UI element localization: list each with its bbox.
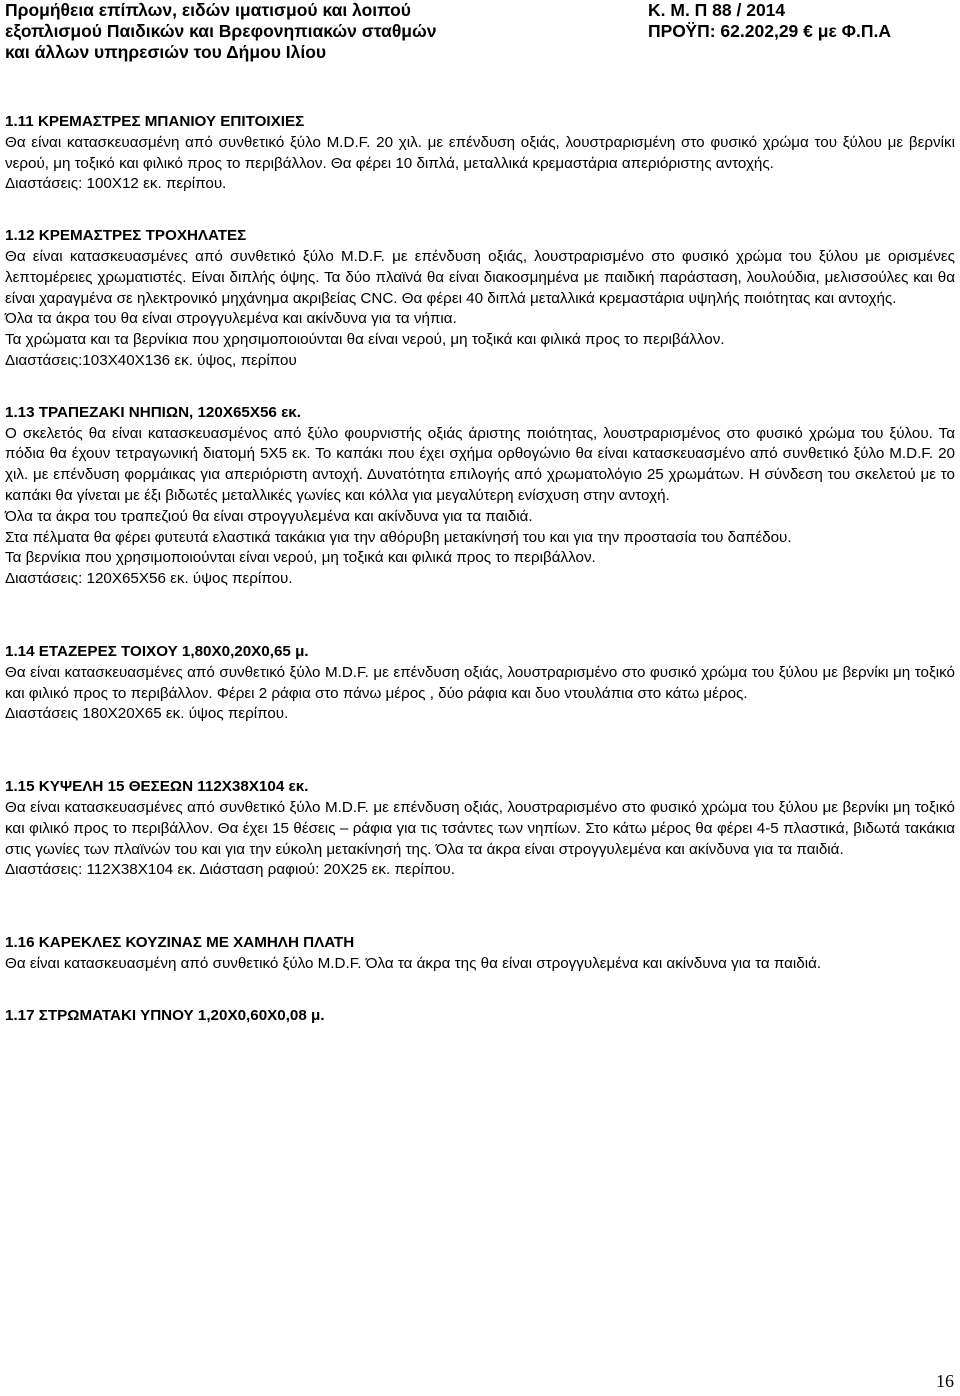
header-title-block — [5, 0, 625, 63]
document-body — [5, 112, 955, 1027]
section-title: 1.11 ΚΡΕΜΑΣΤΡΕΣ ΜΠΑΝΙΟΥ ΕΠΙΤΟΙΧΙΕΣ — [5, 113, 305, 130]
section-paragraph: Όλα τα άκρα του θα είναι στρογγυλεμένα και ακίνδυνα για τα νήπια. — [5, 310, 457, 328]
section-1-17 — [5, 1006, 955, 1027]
section-1-15 — [5, 777, 955, 881]
spacer — [5, 372, 955, 403]
section-paragraph: Θα είναι κατασκευασμένη από συνθετικό ξύλο M.D.F. Όλα τα άκρα της θα είναι στρογγυλεμένα και ακίνδυνα για τα παιδιά. — [5, 954, 822, 972]
header-reference-number: Κ. Μ. Π 88 / 2014 — [648, 0, 786, 20]
section-title: 1.15 ΚΥΨΕΛΗ 15 ΘΕΣΕΩΝ 112Χ38Χ104 εκ. — [5, 778, 309, 796]
page-number: 16 — [936, 1371, 954, 1391]
spacer — [5, 725, 955, 777]
spacer — [5, 195, 955, 226]
section-1-16 — [5, 933, 955, 975]
section-title: 1.17 ΣΤΡΩΜΑΤΑΚΙ ΥΠΝΟΥ 1,20Χ0,60Χ0,08 μ. — [5, 1006, 325, 1024]
section-paragraph: Τα βερνίκια που χρησιμοποιούνται είναι νερού, μη τοξικά και φιλικά προς το περιβάλλον. — [5, 549, 596, 567]
section-paragraph: Θα είναι κατασκευασμένες από συνθετικό ξύλο M.D.F. με επένδυση οξιάς, λουστραρισμένο στο φυσικό χρώμα του ξύλου με βερνίκι μη τοξικό και φιλικό προς το περιβάλλον. Θα έχει 15 θέσεις – ράφια για τις τσάντες των νηπίων. Στο κάτω μέρος θα φέρει 4-5 πλαστικά, βιδωτά τακάκια στις γωνίες των πλαϊνών του και για την εύκολη μετακίνησή της. Όλα τα άκρα είναι στρογγυλεμένα και ακίνδυνα για τα παιδιά. — [5, 798, 955, 858]
section-paragraph: Θα είναι κατασκευασμένες από συνθετικό ξύλο M.D.F. με επένδυση οξιάς, λουστραρισμένο στο φυσικό χρώμα του ξύλου με βερνίκι μη τοξικό και φιλικό προς το περιβάλλον. Φέρει 2 ράφια στο πάνω μέρος , δύο ράφια και δυο ντουλάπια στο κάτω μέρος. — [5, 663, 955, 702]
section-paragraph: Στα πέλματα θα φέρει φυτευτά ελαστικά τακάκια για την αθόρυβη μετακίνησή του και για την προστασία του δαπέδου. — [5, 528, 792, 546]
section-dimensions: Διαστάσεις: 112Χ38Χ104 εκ. Διάσταση ραφιού: 20Χ25 εκ. περίπου. — [5, 861, 455, 879]
section-dimensions: Διαστάσεις 180Χ20Χ65 εκ. ύψος περίπου. — [5, 705, 289, 723]
section-1-11 — [5, 112, 955, 195]
header-title-line: Προμήθεια επίπλων, ειδών ιματισμού και λοιπού — [5, 0, 411, 20]
page-header — [5, 0, 955, 66]
section-paragraph: Θα είναι κατασκευασμένες από συνθετικό ξύλο M.D.F. με επένδυση οξιάς, λουστραρισμένο στο φυσικό χρώμα του ξύλου με ορισμένες λεπτομέρειες χρωματιστές. Είναι διπλής όψης. Τα δύο πλαϊνά θα είναι διακοσμημένα με παιδική παράσταση, λουλούδια, μελισσούλες και θα είναι χαραγμένα σε ηλεκτρονικό μηχάνημα ακριβείας CNC. Θα φέρει 40 διπλά μεταλλικά κρεμαστάρια υψηλής ποιότητας και αντοχής. — [5, 247, 955, 307]
section-paragraph: Θα είναι κατασκευασμένη από συνθετικό ξύλο M.D.F. 20 χιλ. με επένδυση οξιάς, λουστραρισμένη στο φυσικό χρώμα του ξύλου με βερνίκι νερού, μη τοξικό και φιλικό προς το περιβάλλον. Θα φέρει 10 διπλά, μεταλλικά κρεμαστάρια απεριόριστης αντοχής. — [5, 133, 955, 172]
section-title: 1.14 ΕΤΑΖΕΡΕΣ ΤΟΙΧΟΥ 1,80Χ0,20Χ0,65 μ. — [5, 642, 309, 660]
header-budget: ΠΡΟΫΠ: 62.202,29 € με Φ.Π.Α — [648, 21, 891, 41]
spacer — [5, 590, 955, 642]
section-dimensions: Διαστάσεις:103Χ40Χ136 εκ. ύψος, περίπου — [5, 351, 297, 369]
spacer — [5, 975, 955, 1006]
section-dimensions: Διαστάσεις: 100Χ12 εκ. περίπου. — [5, 175, 227, 193]
section-paragraph: Ο σκελετός θα είναι κατασκευασμένος από ξύλο φουρνιστής οξιάς άριστης ποιότητας, λουστραρισμένος στο φυσικό χρώμα του ξύλου. Τα πόδια θα έχουν τετραγωνική διατομή 5Χ5 εκ. Το καπάκι που έχει σχήμα ορθογώνιο θα είναι κατασκευασμένο από συνθετικό ξύλο M.D.F. 20 χιλ. με επένδυση φορμάικας για απεριόριστη αντοχή. Δυνατότητα επιλογής από χρωματολόγιο 25 χρωμάτων. Η σύνδεση του σκελετού με το καπάκι θα γίνεται με έξι βιδωτές μεταλλικές γωνίες και κόλλα για μεγαλύτερη ενίσχυση στην αντοχή. — [5, 424, 955, 504]
section-1-14 — [5, 642, 955, 725]
spacer — [5, 881, 955, 933]
section-1-12 — [5, 226, 955, 372]
header-reference-block — [648, 0, 958, 42]
section-1-13 — [5, 403, 955, 590]
section-title: 1.12 ΚΡΕΜΑΣΤΡΕΣ ΤΡΟΧΗΛΑΤΕΣ — [5, 227, 247, 245]
section-paragraph: Τα χρώματα και τα βερνίκια που χρησιμοποιούνται θα είναι νερού, μη τοξικά και φιλικά προς το περιβάλλον. — [5, 331, 725, 349]
section-dimensions: Διαστάσεις: 120Χ65Χ56 εκ. ύψος περίπου. — [5, 570, 293, 588]
section-paragraph: Όλα τα άκρα του τραπεζιού θα είναι στρογγυλεμένα και ακίνδυνα για τα παιδιά. — [5, 507, 533, 525]
header-title-line: εξοπλισμού Παιδικών και Βρεφονηπιακών σταθμών — [5, 21, 437, 41]
header-title-line: και άλλων υπηρεσιών του Δήμου Ιλίου — [5, 42, 327, 62]
section-title: 1.13 ΤΡΑΠΕΖΑΚΙ ΝΗΠΙΩΝ, 120Χ65Χ56 εκ. — [5, 403, 301, 421]
section-title: 1.16 ΚΑΡΕΚΛΕΣ ΚΟΥΖΙΝΑΣ ΜΕ ΧΑΜΗΛΗ ΠΛΑΤΗ — [5, 934, 355, 952]
